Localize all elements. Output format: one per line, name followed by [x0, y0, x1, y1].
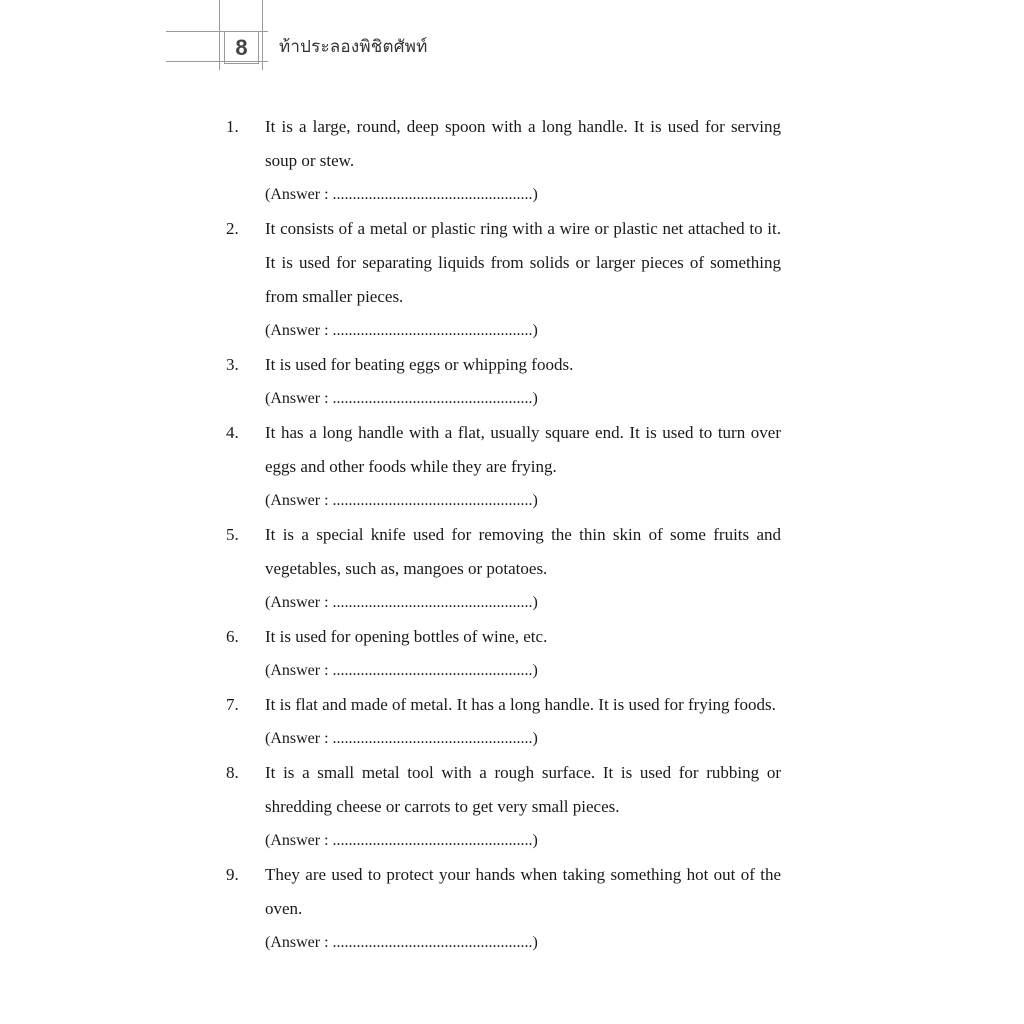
- answer-blank: (Answer : ..................................................): [265, 390, 538, 407]
- answer-blank: (Answer : ..................................................): [265, 492, 538, 509]
- question-item: [226, 518, 781, 620]
- question-number: 8.: [226, 763, 239, 782]
- question-item: [226, 620, 781, 688]
- question-item: [226, 348, 781, 416]
- question-item: [226, 688, 781, 756]
- book-title: ท้าประลองพิชิตศัพท์: [279, 37, 428, 57]
- question-item: [226, 756, 781, 858]
- answer-blank: (Answer : ..................................................): [265, 186, 538, 203]
- answer-blank: (Answer : ..................................................): [265, 662, 538, 679]
- question-number: 5.: [226, 525, 239, 544]
- answer-blank: (Answer : ..................................................): [265, 594, 538, 611]
- question-list: [226, 110, 781, 960]
- question-number: 2.: [226, 219, 239, 238]
- question-text: It is flat and made of metal. It has a long handle. It is used for frying foods.: [265, 695, 776, 714]
- question-item: [226, 858, 781, 960]
- question-text: They are used to protect your hands when taking something hot out of the oven.: [265, 865, 781, 918]
- header-rule-vertical-right: [262, 0, 263, 70]
- question-text: It is used for opening bottles of wine, etc.: [265, 627, 548, 646]
- question-number: 1.: [226, 117, 239, 136]
- answer-blank: (Answer : ..................................................): [265, 730, 538, 747]
- page-number: 8: [224, 31, 259, 64]
- question-number: 7.: [226, 695, 239, 714]
- question-text: It is a special knife used for removing the thin skin of some fruits and vegetables, such as, mangoes or potatoes.: [265, 525, 781, 578]
- question-number: 4.: [226, 423, 239, 442]
- question-text: It is used for beating eggs or whipping foods.: [265, 355, 574, 374]
- question-number: 9.: [226, 865, 239, 884]
- answer-blank: (Answer : ..................................................): [265, 322, 538, 339]
- question-item: [226, 212, 781, 348]
- question-text: It consists of a metal or plastic ring with a wire or plastic net attached to it. It is used for separating liquids from solids or larger pieces of something from smaller pieces.: [265, 219, 781, 306]
- question-text: It is a large, round, deep spoon with a long handle. It is used for serving soup or stew.: [265, 117, 781, 170]
- question-number: 3.: [226, 355, 239, 374]
- question-number: 6.: [226, 627, 239, 646]
- question-item: [226, 110, 781, 212]
- question-text: It is a small metal tool with a rough surface. It is used for rubbing or shredding cheese or carrots to get very small pieces.: [265, 763, 781, 816]
- answer-blank: (Answer : ..................................................): [265, 934, 538, 951]
- answer-blank: (Answer : ..................................................): [265, 832, 538, 849]
- question-text: It has a long handle with a flat, usually square end. It is used to turn over eggs and other foods while they are frying.: [265, 423, 781, 476]
- question-item: [226, 416, 781, 518]
- header-rule-vertical-left: [219, 0, 220, 70]
